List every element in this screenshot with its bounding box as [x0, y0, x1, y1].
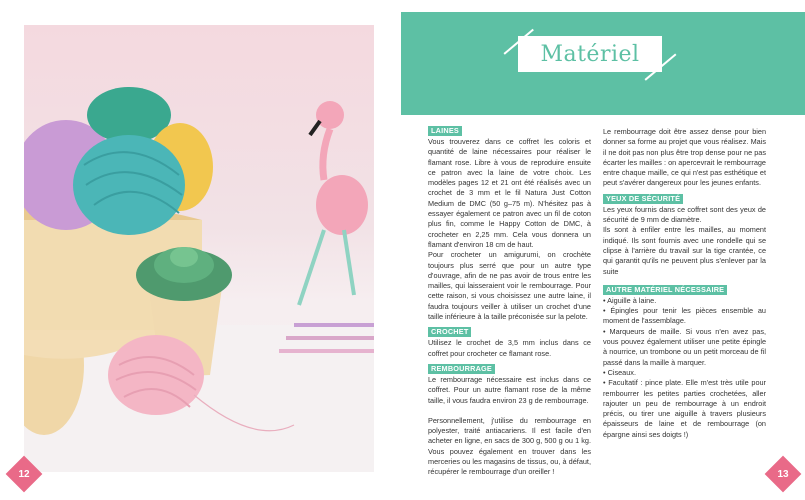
- page-number-left: [6, 456, 43, 493]
- yarn-photo: [24, 25, 374, 472]
- rembourrage-paragraph-1: Le rembourrage nécessaire est inclus dans ce coffret. Pour un autre flamant rose de la même taille, il vous faudra environ 23 g de rembourrage.: [428, 374, 591, 405]
- photo-illustration: [24, 25, 374, 472]
- list-item: • Ciseaux.: [603, 367, 636, 377]
- section-heading-laines: LAINES: [428, 126, 462, 136]
- list-item: • Épingles pour tenir les pièces ensemble au moment de l'assemblage.: [603, 306, 766, 326]
- list-item: • Marqueurs de maille. Si vous n'en avez pas, vous pouvez également utiliser une petite épingle à nourrice, un trombone ou un petit morceau de fil passé dans la maille à marquer.: [603, 326, 766, 367]
- rembourrage-paragraph-3: Le rembourrage doit être assez dense pour bien donner sa forme au projet que vous réalisez. Mais il ne doit pas non plus être trop dense pour ne pas écarter les mailles : on apercevrait le rembourrage entre chaque maille, ce qui n'est pas esthétique et peut s'avérer dangereux pour les jeunes enfants.: [603, 127, 766, 188]
- page-number-right-label: 13: [777, 468, 789, 480]
- column-right: [603, 124, 766, 440]
- laines-paragraph-2: Pour crocheter un amigurumi, on crochète toujours plus serré que pour un autre type d'ouvrage, afin de ne pas avoir de trous entre les mailles, qui laisseraient voir le rembourrage. Pour cette raison, si vous choisissez une autre laine, il faudra toujours veiller à utiliser un crochet d'une taille inférieure à la taille préconisée sur la pelote.: [428, 250, 591, 322]
- page-number-right: [765, 456, 802, 493]
- list-item: • Aiguille à laine.: [603, 295, 657, 305]
- rembourrage-paragraph-2: Personnellement, j'utilise du rembourrage en polyester, traité antiacariens. Il est facile d'en acheter en ligne, en sacs de 300 g, 500 g ou 1 kg. Vous pouvez également en trouver dans les merceries ou les magasins de tissus, ou, à défaut, récupérer le rembourrage d'un oreiller !: [428, 415, 591, 477]
- section-heading-yeux: YEUX DE SÉCURITÉ: [603, 194, 683, 204]
- yeux-paragraph-2: Ils sont à enfiler entre les mailles, au moment indiqué. Ils sont fournis avec une rondelle qui se clipse à l'arrière du travail sur la tige crantée, ce qui garantit qu'ils ne peuvent plus s'enlever par la suite: [603, 225, 766, 276]
- laines-paragraph-1: Vous trouverez dans ce coffret les coloris et quantité de laine nécessaires pour réaliser le flamant rose. Libre à vous de reproduire ensuite ce patron avec la laine de votre choix. Les modèles pages 12 et 21 ont été réalisés avec un crochet de 3 mm et le fil Natura Just Cotton Medium de DMC (50 g–75 m). N'hésitez pas à essayer également ce patron avec un fil de coton plus fin, comme le Happy Cotton de DMC, à crocheter en 2,25 mm. Cela vous donnera un flamant d'environ 18 cm de haut.: [428, 137, 591, 249]
- list-item: • Facultatif : pince plate. Elle m'est très utile pour rembourrer les petites parties crochetées, aller rajouter un peu de rembourrage à un endroit précis, ou tirer une aiguille à travers plusieurs épaisseurs de laine et de rembourrage (on épargne ainsi ses doigts !): [603, 378, 766, 439]
- section-heading-autre: AUTRE MATÉRIEL NÉCESSAIRE: [603, 285, 727, 295]
- page-number-left-label: 12: [18, 468, 30, 480]
- section-heading-rembourrage: REMBOURRAGE: [428, 364, 495, 374]
- page-title: Matériel: [518, 36, 662, 72]
- yeux-paragraph-1: Les yeux fournis dans ce coffret sont des yeux de sécurité de 9 mm de diamètre.: [603, 204, 766, 225]
- crochet-paragraph: Utilisez le crochet de 3,5 mm inclus dans ce coffret pour crocheter ce flamant rose.: [428, 338, 591, 358]
- section-heading-crochet: CROCHET: [428, 327, 471, 337]
- column-left: [428, 124, 591, 478]
